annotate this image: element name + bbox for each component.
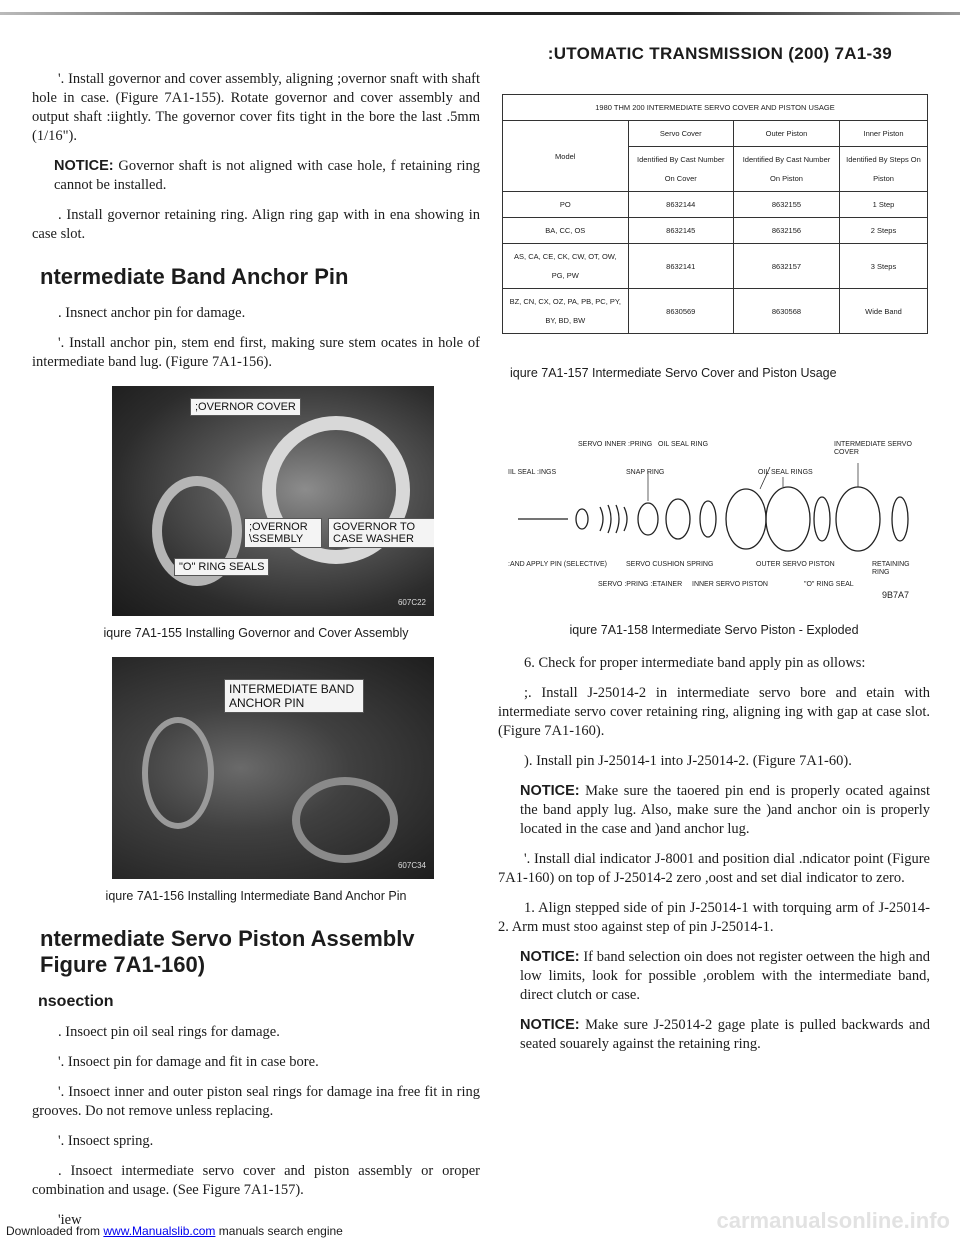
left-column [32, 70, 480, 1241]
table-header-model: Model [503, 121, 629, 192]
table-subheader-inner: Identified By Steps On Piston [840, 147, 928, 192]
table-header-inner: Inner Piston [840, 121, 928, 147]
notice-gage-plate [498, 1016, 930, 1054]
photo-label-o-ring-seals: "O" RING SEALS [174, 558, 269, 576]
photo-code: 607C34 [397, 861, 426, 870]
table-row [503, 244, 928, 289]
notice-text: Make sure the taoered pin end is properly ocated against the band apply lug. Also, make sure the )and anchor oin is properly located in the case and )and anchor lug. [520, 783, 930, 837]
page-header: :UTOMATIC TRANSMISSION (200) 7A1-39 [547, 44, 892, 63]
cushion-spring-shape [600, 505, 627, 533]
figure-caption-158: iqure 7A1-158 Intermediate Servo Piston - Exploded [569, 623, 859, 637]
inner-piston-shape [726, 489, 766, 549]
table-cell-inner: Wide Band [840, 289, 928, 334]
photo-code: 607C22 [397, 598, 426, 607]
table-cell-model: PO [503, 192, 629, 218]
label-inner-servo-piston: INNER SERVO PISTON [692, 581, 768, 588]
check-apply-pin-step: 6. Check for proper intermediate band apply pin as ollows: [524, 655, 866, 671]
seal-ring-shape [576, 509, 588, 529]
anchor-pin-step-2: '. Install anchor pin, stem end first, making sure stem ocates in hole of intermediate band lug. (Figure 7A1-156). [32, 335, 480, 370]
step-c: '. Install dial indicator J-8001 and position dial .ndicator point (Figure 7A1-160) on top of J-25014-2 zero ,oost and set dial indicator to zero. [498, 851, 930, 886]
notice-governor-shaft [32, 157, 480, 195]
table-cell-outer: 8632156 [733, 218, 839, 244]
figure-caption-155: iqure 7A1-155 Installing Governor and Cover Assembly [103, 626, 409, 640]
retaining-ring-shape [892, 497, 908, 541]
table-cell-model: BZ, CN, CX, OZ, PA, PB, PC, PY, BY, BD, BW [503, 289, 629, 334]
watermark: carmanualsonline.info [716, 1208, 950, 1233]
anchor-pin-photo [112, 657, 434, 879]
table-cell-inner: 3 Steps [840, 244, 928, 289]
governor-install-step: '. Install governor and cover assembly, aligning ;overnor snaft with shaft hole in case. (Figure 7A1-155). Rotate governor and cover assembly and output shaft :iightly. The governor cover fits tight in the bore the last .5mm (1/16"). [32, 71, 480, 144]
snap-ring-shape [638, 503, 658, 535]
inspection-step-2: '. Insoect pin for damage and fit in case bore. [58, 1054, 319, 1070]
inspection-step-5: . Insoect intermediate servo cover and piston assembly or oroper combination and usage. (See Figure 7A1-157). [32, 1163, 480, 1198]
section-heading-servo-piston: ntermediate Servo Piston Assemblv Figure 7A1-160) [40, 926, 415, 977]
governor-photo [112, 386, 434, 616]
table-cell-cover: 8632145 [628, 218, 733, 244]
inspection-step-3: '. Insoect inner and outer piston seal rings for damage ina free fit in ring grooves. Do not remove unless replacing. [32, 1084, 480, 1119]
table-cell-cover: 8630569 [628, 289, 733, 334]
top-rule [0, 12, 960, 15]
notice-band-selection [498, 948, 930, 1005]
label-retaining-ring: RETAINING RING [872, 561, 910, 576]
table-cell-outer: 8632157 [733, 244, 839, 289]
label-snap-ring: SNAP RING [626, 469, 665, 476]
download-footer [6, 1224, 343, 1238]
step-b: ). Install pin J-25014-1 into J-25014-2. (Figure 7A1-60). [524, 753, 852, 769]
inspection-step-4: '. Insoect spring. [58, 1133, 154, 1149]
o-ring-shape [814, 497, 830, 541]
table-header-outer: Outer Piston [733, 121, 839, 147]
right-column [498, 70, 930, 1065]
notice-label: NOTICE: [520, 949, 580, 965]
case-bore-shape [292, 777, 398, 863]
table-row [503, 192, 928, 218]
table-cell-cover: 8632144 [628, 192, 733, 218]
step-d: 1. Align stepped side of pin J-25014-1 with torquing arm of J-25014-2. Arm must stoo against step of pin J-25014-1. [498, 900, 930, 935]
retainer-shape [666, 499, 690, 539]
table-cell-cover: 8632141 [628, 244, 733, 289]
seal-ring-shape [700, 501, 716, 537]
subheading-inspection: nsoection [38, 993, 114, 1010]
table-cell-model: BA, CC, OS [503, 218, 629, 244]
section-heading-anchor-pin: ntermediate Band Anchor Pin [40, 264, 349, 289]
exploded-parts-drawing [508, 441, 928, 601]
label-oil-seal-rings-right: OIL SEAL RINGS [758, 469, 813, 476]
servo-exploded-diagram [508, 441, 928, 601]
table-cell-model: AS, CA, CE, CK, CW, OT, OW, PG, PW [503, 244, 629, 289]
table-subheader-outer: Identified By Cast Number On Piston [733, 147, 839, 192]
table-row [503, 218, 928, 244]
table-subheader-cover: Identified By Cast Number On Cover [628, 147, 733, 192]
label-servo-cushion-spring: SERVO CUSHION SPRING [626, 561, 714, 568]
label-outer-servo-piston: OUTER SERVO PISTON [756, 561, 835, 568]
table-row [503, 289, 928, 334]
footer-suffix: manuals search engine [215, 1224, 343, 1238]
table-cell-outer: 8632155 [733, 192, 839, 218]
notice-text: Governor shaft is not aligned with case hole, f retaining ring cannot be installed. [54, 158, 480, 193]
notice-label: NOTICE: [520, 1017, 580, 1033]
retaining-ring-step: . Install governor retaining ring. Align ring gap with in ena showing in case slot. [32, 207, 480, 242]
label-servo-spring-retainer: SERVO :PRING :ETAINER [598, 581, 683, 588]
figure-caption-156: iqure 7A1-156 Installing Intermediate Band Anchor Pin [105, 889, 407, 903]
photo-label-anchor-pin: INTERMEDIATE BAND ANCHOR PIN [224, 679, 364, 713]
label-intermediate-servo-cover: INTERMEDIATE SERVO COVER [834, 441, 912, 456]
table-cell-inner: 1 Step [840, 192, 928, 218]
photo-label-case-washer: GOVERNOR TO CASE WASHER [328, 518, 434, 548]
label-oil-seal-ring: OIL SEAL RING [658, 441, 709, 448]
step-a: ;. Install J-25014-2 in intermediate servo bore and etain with intermediate servo cover retaining ring, aligning ing with gap at case slot. (Figure 7A1-160). [498, 685, 930, 739]
table-cell-outer: 8630568 [733, 289, 839, 334]
label-band-apply-pin: :AND APPLY PIN (SELECTIVE) [508, 561, 607, 568]
servo-cover-shape [836, 487, 880, 551]
label-servo-inner-spring: SERVO INNER :PRING [578, 441, 653, 448]
photo-label-governor-assembly: ;OVERNOR \SSEMBLY [244, 518, 322, 548]
anchor-pin-step-1: . Insnect anchor pin for damage. [58, 305, 246, 321]
diagram-code: 9B7A7 [882, 590, 910, 600]
label-oil-seal-rings-left: IIL SEAL :INGS [508, 469, 557, 476]
inspection-step-1: . Insoect pin oil seal rings for damage. [58, 1024, 280, 1040]
table-header-cover: Servo Cover [628, 121, 733, 147]
label-o-ring-seal: "O" RING SEAL [804, 581, 854, 588]
photo-label-governor-cover: ;OVERNOR COVER [190, 398, 301, 416]
notice-tapered-pin [498, 782, 930, 839]
band-shape [142, 717, 214, 829]
figure-caption-157: iqure 7A1-157 Intermediate Servo Cover and Piston Usage [510, 366, 837, 380]
notice-label: NOTICE: [54, 158, 114, 174]
table-title: 1980 THM 200 INTERMEDIATE SERVO COVER AND PISTON USAGE [503, 95, 928, 121]
servo-usage-table [502, 94, 928, 334]
outer-piston-shape [766, 487, 810, 551]
manualslib-link[interactable]: www.Manualslib.com [103, 1224, 216, 1238]
notice-label: NOTICE: [520, 783, 580, 799]
notice-text: If band selection oin does not register oetween the high and low limits, look for possible ,oroblem with the intermediate band, direct clutch or case. [520, 949, 930, 1003]
view-heading: 'iew [58, 1212, 82, 1228]
notice-text: Make sure J-25014-2 gage plate is pulled backwards and seated souarely against the retaining ring. [520, 1017, 930, 1052]
footer-prefix: Downloaded from [6, 1224, 104, 1238]
table-cell-inner: 2 Steps [840, 218, 928, 244]
